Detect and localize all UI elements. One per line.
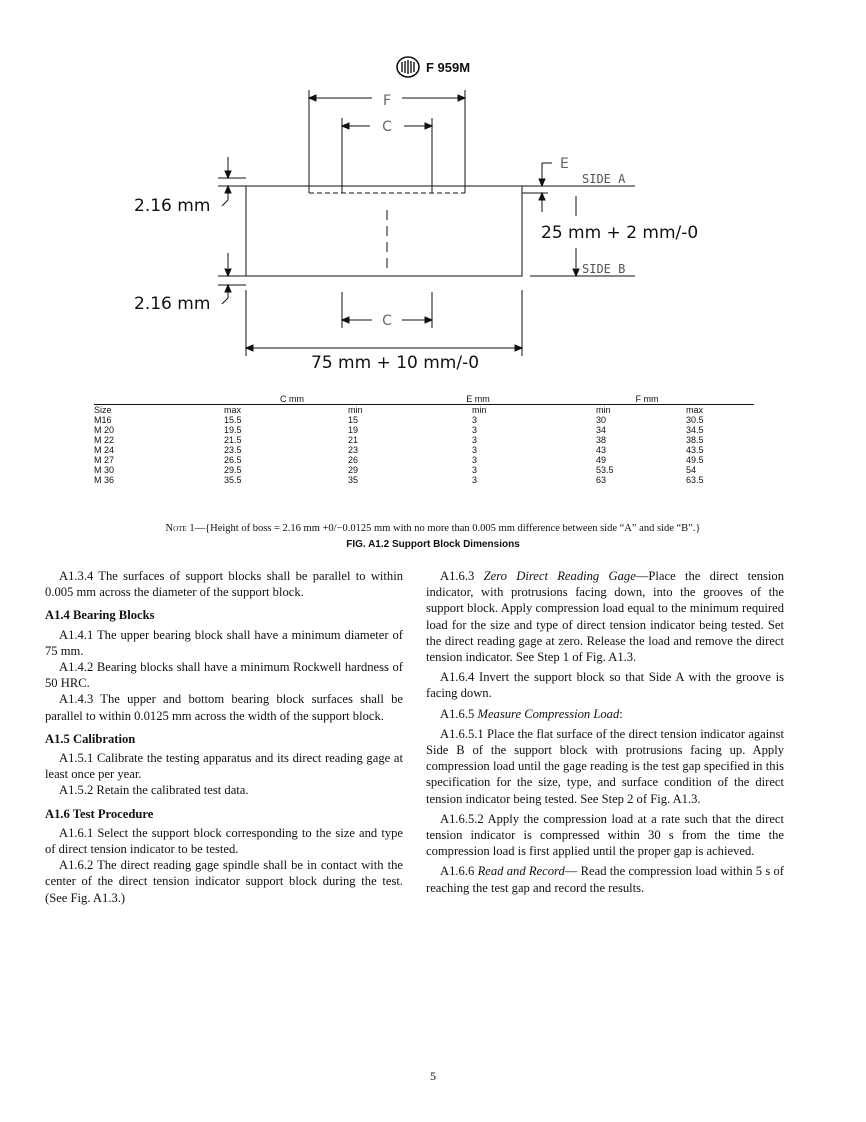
table-row (94, 445, 754, 455)
cell-c-max: 23.5 (224, 445, 242, 455)
header-f-max: max (664, 405, 754, 416)
header-f-min: min (540, 405, 664, 416)
block-height: 25 mm + 2 mm/-0 (541, 223, 699, 243)
a1-6-6-title: Read and Record (477, 864, 565, 879)
a1-6-3-text: —Place the direct tension indicator, with protrusions facing down, into the grooves of the support block. Apply compression load equal to the minimum required load for the size and type of direct tension indicator being tested. Set the direct reading gage at zero. Release the load and remove the direct tension indicator. See Step 1 of Fig. A1.3. (426, 569, 784, 665)
label-c-bottom: C (382, 313, 392, 329)
cell-e-min: 3 (472, 445, 478, 455)
cell-e-min: 3 (472, 415, 478, 425)
note-label: Note 1 (165, 523, 195, 534)
dimensions-table (94, 394, 754, 485)
block-width: 75 mm + 10 mm/-0 (311, 353, 480, 373)
a1-6-3-number: A1.6.3 (440, 569, 475, 583)
a1-6-6-number: A1.6.6 (440, 864, 475, 879)
table-row (94, 425, 754, 435)
a1-6-5-number: A1.6.5 (440, 706, 475, 721)
cell-e-min: 3 (472, 465, 478, 475)
cell-c-min: 21 (348, 435, 359, 445)
label-e: E (560, 156, 569, 172)
table-row (94, 415, 754, 425)
cell-size: M 27 (94, 455, 115, 465)
cell-size: M 36 (94, 475, 115, 485)
cell-e-min: 3 (472, 425, 478, 435)
cell-size: M16 (94, 415, 112, 425)
table-row (94, 465, 754, 475)
a1-6-6-text: — Read the compression load within 5 s of reaching the test gap and record the results. (426, 864, 784, 895)
paragraph-a1-6-5-2: A1.6.5.2 Apply the compression load at a rate such that the direct tension indicator is compressed within 30 s from the time the compression load is first applied until the proper gap is achieved. (426, 811, 784, 859)
label-c-top: C (382, 119, 392, 135)
boss-height-bottom: 2.16 mm (134, 294, 211, 314)
label-side-b: SIDE B (582, 262, 626, 276)
paragraph-a1-6-3 (426, 568, 784, 665)
paragraph-a1-6-5-1: A1.6.5.1 Place the flat surface of the direct tension indicator against Side B of the support block with protrusions facing up. Apply compression load until the gage reading is the test gap specified in this specification for the size, type, and surface condition of the direct tension indicator being tested. See Step 2 of Fig. A1.3. (426, 726, 784, 806)
paragraph-a1-6-4: A1.6.4 Invert the support block so that Side A with the groove is facing down. (426, 670, 784, 701)
label-f: F (382, 93, 392, 109)
cell-e-min: 3 (472, 435, 478, 445)
header-size: Size (94, 405, 168, 416)
cell-f-max: 34.5 (686, 425, 704, 435)
left-column (45, 568, 403, 906)
group-e: E mm (466, 394, 490, 404)
a1-6-5-title: Measure Compression Load (477, 706, 620, 721)
cell-size: M 20 (94, 425, 115, 435)
heading-a1-6: A1.6 Test Procedure (45, 806, 154, 821)
cell-c-max: 29.5 (224, 465, 242, 475)
page-number: 5 (430, 1069, 436, 1083)
cell-c-min: 23 (348, 445, 359, 455)
cell-f-min: 34 (596, 425, 607, 435)
cell-size: M 30 (94, 465, 115, 475)
right-column (426, 568, 784, 896)
paragraph-a1-4-1: A1.4.1 The upper bearing block shall have a minimum diameter of 75 mm. (45, 627, 403, 658)
cell-f-min: 30 (596, 415, 607, 425)
cell-c-min: 29 (348, 465, 359, 475)
standard-designation: F 959M (425, 59, 471, 75)
table-row (94, 455, 754, 465)
paragraph-a1-5-2: A1.5.2 Retain the calibrated test data. (59, 783, 249, 798)
figure-note (0, 523, 866, 534)
paragraph-a1-6-5 (426, 706, 784, 722)
cell-f-min: 38 (596, 435, 607, 445)
paragraph-a1-4-2: A1.4.2 Bearing blocks shall have a minimum Rockwell hardness of 50 HRC. (45, 660, 403, 691)
cell-f-max: 49.5 (686, 455, 704, 465)
cell-c-max: 35.5 (224, 475, 242, 485)
cell-e-min: 3 (472, 475, 478, 485)
cell-f-max: 43.5 (686, 445, 704, 455)
cell-c-max: 26.5 (224, 455, 242, 465)
table-header-row (94, 405, 754, 416)
header-c-min: min (292, 405, 416, 416)
paragraph-a1-6-6 (426, 863, 784, 895)
cell-e-min: 3 (472, 455, 478, 465)
support-block-diagram (0, 0, 866, 380)
cell-f-min: 53.5 (596, 465, 614, 475)
table-group-row (94, 394, 754, 405)
figure-caption: FIG. A1.2 Support Block Dimensions (346, 539, 520, 550)
cell-c-max: 19.5 (224, 425, 242, 435)
cell-f-min: 49 (596, 455, 607, 465)
header-e-min: min (416, 405, 540, 416)
paragraph-a1-4-3: A1.4.3 The upper and bottom bearing block surfaces shall be parallel to within 0.0125 mm across the width of the support block. (45, 692, 403, 723)
cell-c-min: 26 (348, 455, 359, 465)
table-row (94, 475, 754, 485)
cell-f-max: 63.5 (686, 475, 704, 485)
group-c: C mm (280, 394, 304, 404)
cell-size: M 24 (94, 445, 115, 455)
group-f: F mm (635, 394, 659, 404)
label-side-a: SIDE A (582, 172, 626, 186)
support-block-outline (246, 186, 522, 276)
cell-c-max: 15.5 (224, 415, 242, 425)
cell-c-max: 21.5 (224, 435, 242, 445)
cell-f-max: 38.5 (686, 435, 704, 445)
cell-c-min: 35 (348, 475, 359, 485)
note-text: —{Height of boss = 2.16 mm +0/−0.0125 mm with no more than 0.005 mm difference between side “A” and side “B”.} (194, 523, 701, 534)
cell-size: M 22 (94, 435, 115, 445)
cell-f-min: 63 (596, 475, 607, 485)
a1-6-5-tail: : (619, 706, 623, 721)
cell-c-min: 15 (348, 415, 359, 425)
heading-a1-4: A1.4 Bearing Blocks (45, 608, 155, 623)
boss-height-top: 2.16 mm (134, 196, 211, 216)
a1-6-3-title: Zero Direct Reading Gage (483, 569, 636, 583)
paragraph-a1-5-1: A1.5.1 Calibrate the testing apparatus and its direct reading gage at least once per year. (45, 751, 403, 782)
header-c-max: max (168, 405, 292, 416)
paragraph-a1-6-1: A1.6.1 Select the support block corresponding to the size and type of direct tension indicator to be tested. (45, 825, 403, 857)
cell-f-max: 30.5 (686, 415, 704, 425)
paragraph-a1-6-2: A1.6.2 The direct reading gage spindle shall be in contact with the center of the direct tension indicator support block during the test. (See Fig. A1.3.) (45, 858, 403, 905)
cell-f-min: 43 (596, 445, 607, 455)
table-row (94, 435, 754, 445)
cell-c-min: 19 (348, 425, 359, 435)
paragraph-a1-3-4: A1.3.4 The surfaces of support blocks shall be parallel to within 0.005 mm across the diameter of the support block. (45, 569, 403, 600)
heading-a1-5: A1.5 Calibration (45, 731, 136, 746)
cell-f-max: 54 (686, 465, 697, 475)
